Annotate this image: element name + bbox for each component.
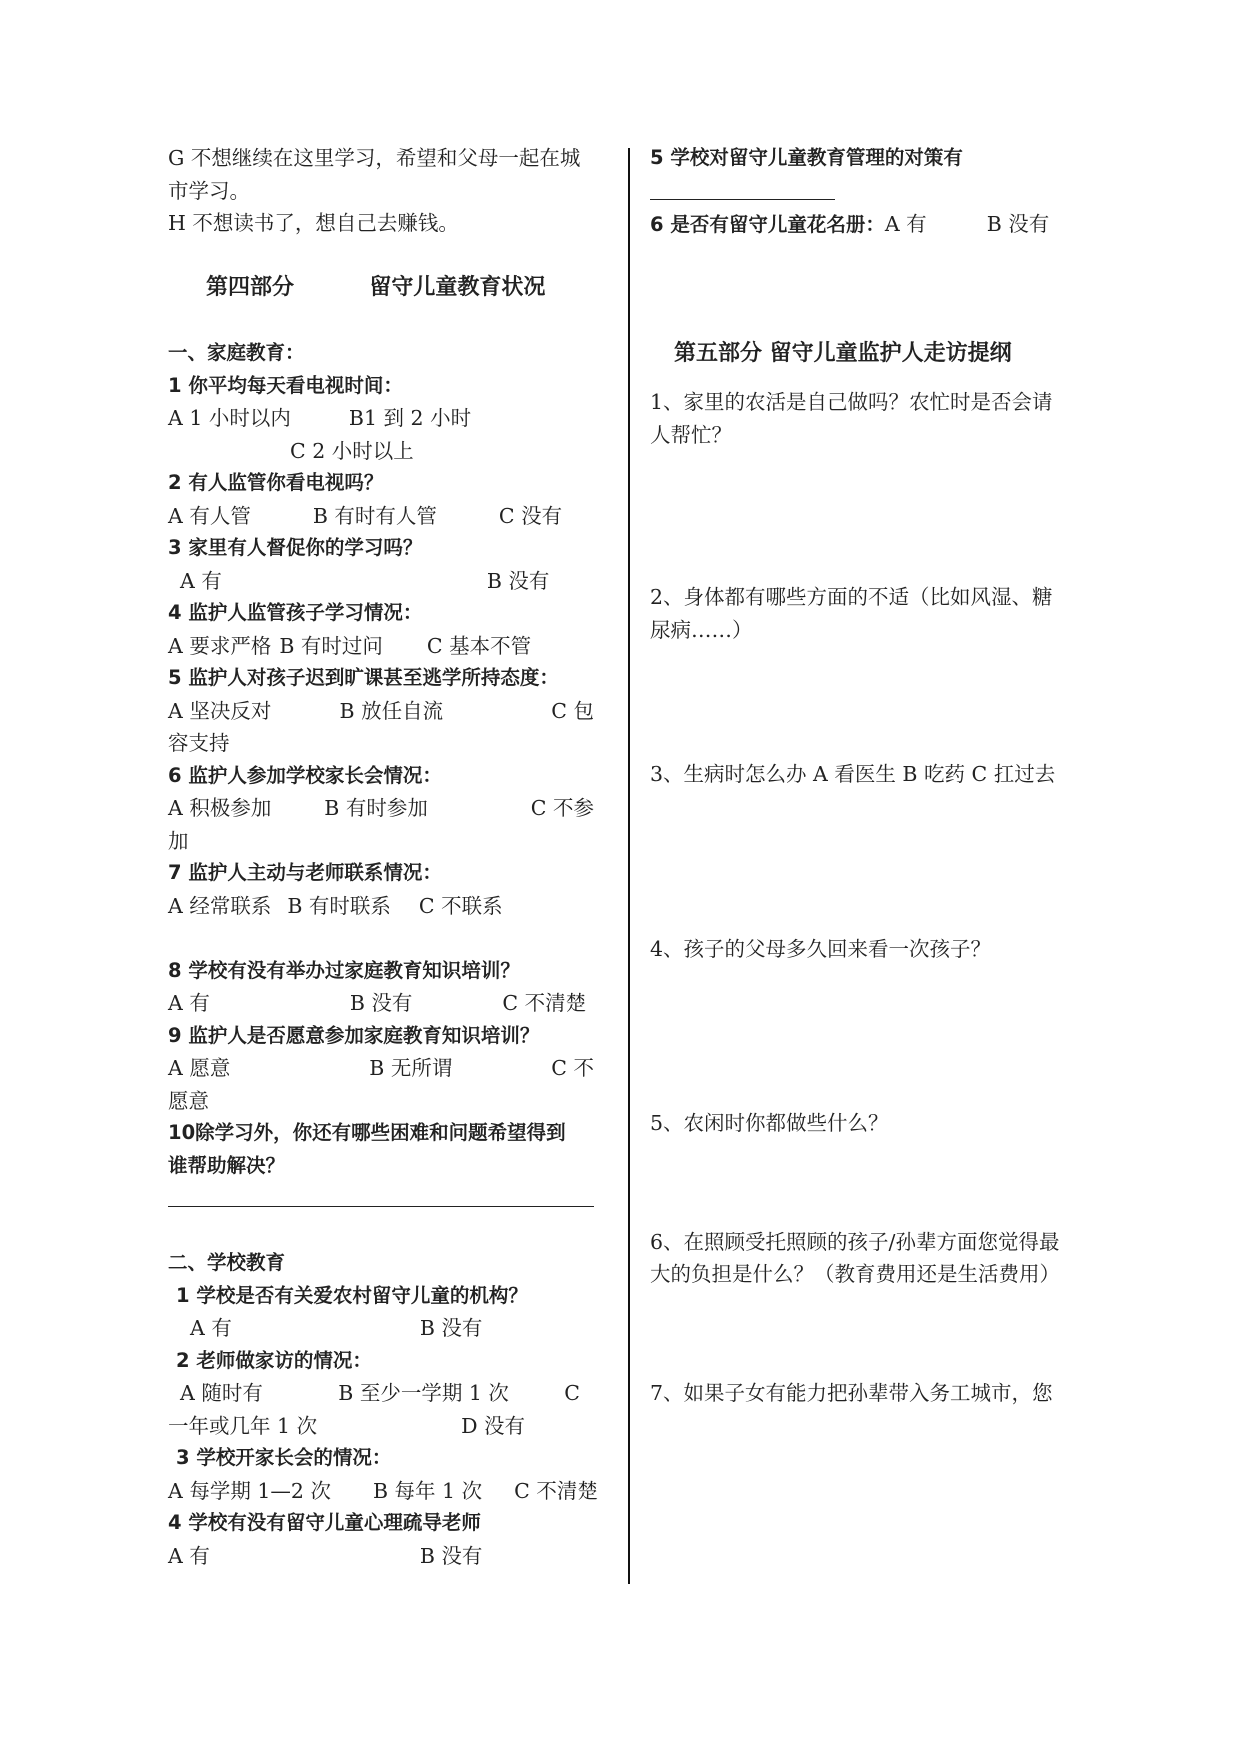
question-4: 4 监护人监管孩子学习情况： xyxy=(168,601,423,624)
option: D 没有 xyxy=(461,1413,526,1438)
school-question-1: 1 学校是否有关爱农村留守儿童的机构？ xyxy=(176,1283,528,1307)
interview-question-2-line1: 2、身体都有哪些方面的不适（比如风湿、糖 xyxy=(650,585,1053,609)
option: C 不清楚 xyxy=(502,991,587,1015)
question-8: 8 学校有没有举办过家庭教育知识培训？ xyxy=(168,958,520,982)
question-2: 2 有人监管你看电视吗？ xyxy=(168,471,384,494)
question-8-options xyxy=(168,987,608,1020)
option: A 积极参加 xyxy=(168,796,272,820)
option: B 没有 xyxy=(419,1316,483,1340)
option: C 2 小时以上 xyxy=(290,438,414,463)
interview-question-6-line2: 大的负担是什么？（教育费用还是生活费用） xyxy=(650,1262,1060,1286)
question-1: 1 你平均每天看电视时间： xyxy=(168,373,403,397)
option: C 包 xyxy=(551,698,594,723)
interview-question-5: 5、农闲时你都做些什么？ xyxy=(650,1111,889,1135)
question-3: 3 家里有人督促你的学习吗？ xyxy=(168,536,423,559)
option: 一年或几年 1 次 xyxy=(168,1413,318,1438)
option: A 坚决反对 xyxy=(168,698,272,723)
interview-question-6 xyxy=(650,1226,1092,1291)
option: C xyxy=(564,1381,580,1405)
column-divider xyxy=(628,148,630,1584)
part4-title-b: 留守儿童教育状况 xyxy=(369,275,546,300)
question-10-line2: 谁帮助解决？ xyxy=(168,1153,286,1177)
option: C 不 xyxy=(551,1056,594,1080)
question-5: 5 监护人对孩子迟到旷课甚至逃学所持态度： xyxy=(168,666,559,689)
option: C 不清楚 xyxy=(514,1478,598,1503)
question-6: 6 监护人参加学校家长会情况： xyxy=(168,763,442,787)
school-question-6 xyxy=(650,208,1092,241)
option: A 有 xyxy=(180,568,222,593)
school-education-heading: 二、学校教育 xyxy=(168,1251,286,1274)
option: B 没有 xyxy=(419,1543,483,1568)
option: C 没有 xyxy=(498,503,563,528)
option: B 无所谓 xyxy=(369,1056,453,1080)
right-column xyxy=(650,142,1092,1409)
school-question-6-label: 6 是否有留守儿童花名册： xyxy=(650,212,885,236)
question-5-options-cont: 容支持 xyxy=(168,731,230,755)
part4-title-a: 第四部分 xyxy=(206,275,295,300)
option: C 不参 xyxy=(530,796,594,820)
option: B 有时过问 xyxy=(279,633,383,658)
option: C 不联系 xyxy=(418,893,503,918)
interview-question-2 xyxy=(650,581,1092,646)
option: A 有 xyxy=(190,1316,232,1340)
option: B 至少一学期 1 次 xyxy=(338,1381,509,1405)
option-g-line2: 市学习。 xyxy=(168,178,250,203)
interview-question-4: 4、孩子的父母多久回来看一次孩子？ xyxy=(650,936,992,961)
question-6-options-cont: 加 xyxy=(168,828,189,853)
option: A 经常联系 xyxy=(168,893,272,918)
option: A 要求严格 xyxy=(168,633,272,658)
interview-question-7: 7、如果子女有能力把孙辈带入务工城市，您 xyxy=(650,1380,1053,1405)
question-1-option-c xyxy=(168,435,608,468)
option: B 有时有人管 xyxy=(312,503,437,528)
option: C 基本不管 xyxy=(426,633,532,658)
school-question-1-options xyxy=(168,1312,608,1345)
school-question-2-options-cont xyxy=(168,1410,608,1443)
school-question-4: 4 学校有没有留守儿童心理疏导老师 xyxy=(168,1511,481,1534)
question-1-options xyxy=(168,402,608,435)
option: B 没有 xyxy=(349,991,413,1015)
school-question-5: 5 学校对留守儿童教育管理的对策有 xyxy=(650,146,963,169)
option: A 有 xyxy=(168,991,210,1015)
school-question-2: 2 老师做家访的情况： xyxy=(176,1348,372,1372)
option: A 随时有 xyxy=(180,1381,263,1405)
option: A 有 xyxy=(884,211,927,236)
option: B 没有 xyxy=(986,211,1050,236)
interview-question-1-line2: 人帮忙？ xyxy=(650,422,732,447)
school-question-3-options xyxy=(168,1475,608,1508)
school-question-3: 3 学校开家长会的情况： xyxy=(176,1446,392,1469)
question-10-line1: 10除学习外，你还有哪些困难和问题希望得到 xyxy=(168,1121,566,1144)
family-education-heading: 一、家庭教育： xyxy=(168,341,305,364)
option: A 有 xyxy=(168,1543,210,1568)
question-9: 9 监护人是否愿意参加家庭教育知识培训？ xyxy=(168,1023,540,1047)
left-column xyxy=(168,142,608,1572)
question-2-options xyxy=(168,500,608,533)
option: B 放任自流 xyxy=(339,698,444,723)
option: B 有时参加 xyxy=(324,796,428,820)
option: A 每学期 1—2 次 xyxy=(168,1478,331,1503)
part5-title: 第五部分 留守儿童监护人走访提纲 xyxy=(674,340,1012,366)
option: A 有人管 xyxy=(168,503,251,528)
question-6-options xyxy=(168,792,608,825)
question-7-options xyxy=(168,890,608,923)
option: B1 到 2 小时 xyxy=(348,406,472,430)
option: B 每年 1 次 xyxy=(372,1478,483,1503)
question-3-options xyxy=(168,565,608,598)
option-h: H 不想读书了，想自己去赚钱。 xyxy=(168,211,459,235)
option: A 愿意 xyxy=(168,1056,231,1080)
interview-question-6-line1: 6、在照顾受托照顾的孩子/孙辈方面您觉得最 xyxy=(650,1229,1060,1254)
part4-title xyxy=(168,272,608,305)
interview-question-2-line2: 尿病……） xyxy=(650,617,753,642)
interview-question-1 xyxy=(650,386,1092,451)
question-5-options xyxy=(168,695,608,728)
question-9-options-cont: 愿意 xyxy=(168,1088,209,1113)
school-question-4-options xyxy=(168,1540,608,1573)
interview-question-1-line1: 1、家里的农活是自己做吗？农忙时是否会请 xyxy=(650,390,1053,414)
option-g-line1: G 不想继续在这里学习，希望和父母一起在城 xyxy=(168,146,581,170)
question-4-options xyxy=(168,630,608,663)
question-7: 7 监护人主动与老师联系情况： xyxy=(168,861,442,884)
interview-question-3: 3、生病时怎么办 A 看医生 B 吃药 C 扛过去 xyxy=(650,762,1056,786)
option: B 没有 xyxy=(486,568,550,593)
question-9-options xyxy=(168,1052,608,1085)
option: A 1 小时以内 xyxy=(168,406,291,430)
school-question-2-options xyxy=(168,1377,608,1410)
option: B 有时联系 xyxy=(287,893,391,918)
